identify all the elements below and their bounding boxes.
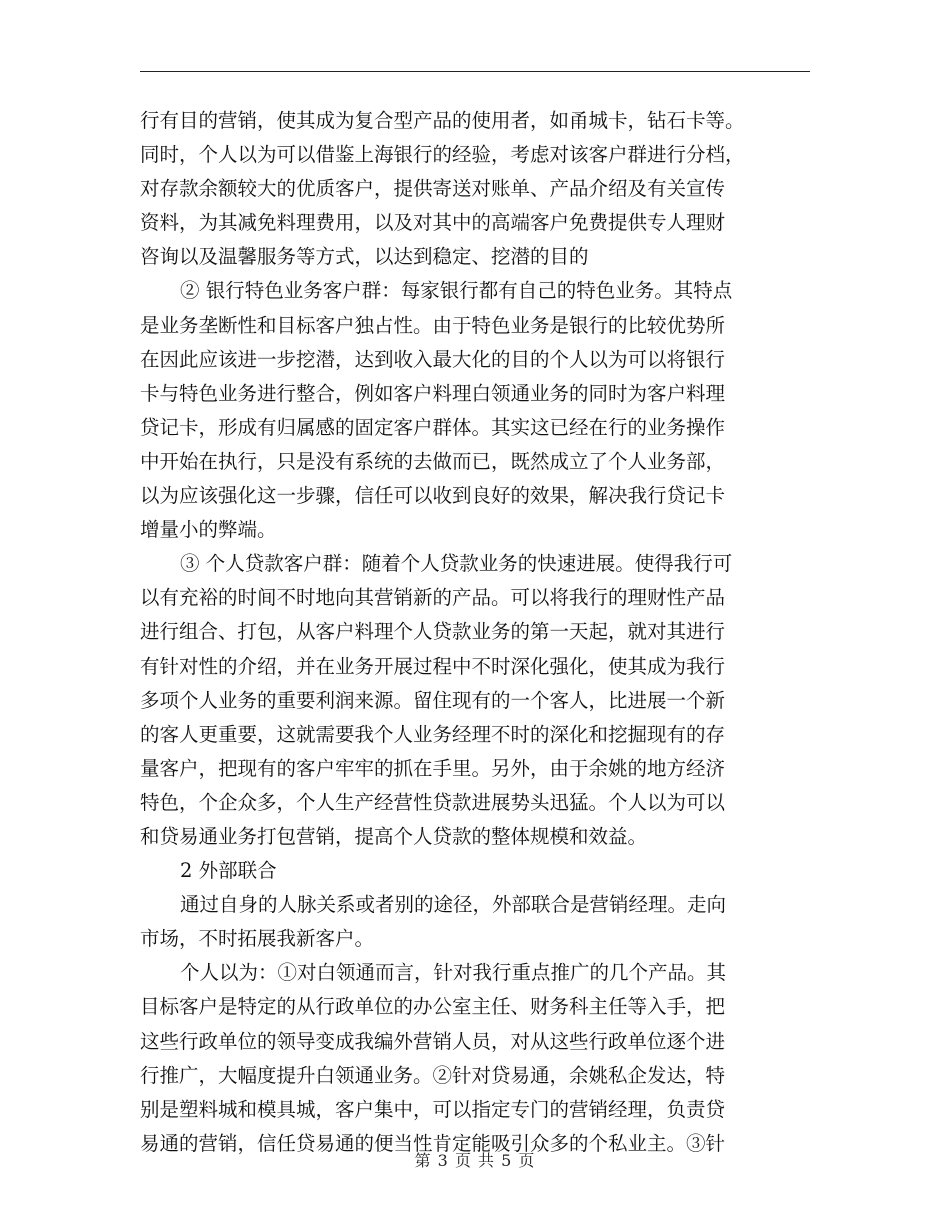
body-line: 这些行政单位的领导变成我编外营销人员，对从这些行政单位逐个进 xyxy=(140,1029,726,1053)
body-line: 同时，个人以为可以借鉴上海银行的经验，考虑对该客户群进行分档， xyxy=(140,143,745,167)
body-line: 以有充裕的时间不时地向其营销新的产品。可以将我行的理财性产品 xyxy=(140,586,726,610)
body-line: 有针对性的介绍，并在业务开展过程中不时深化强化，使其成为我行 xyxy=(140,654,726,678)
body-line: 特色，个企众多，个人生产经营性贷款进展势头迅猛。个人以为可以 xyxy=(140,790,726,814)
body-line: 是业务垄断性和目标客户独占性。由于特色业务是银行的比较优势所 xyxy=(140,313,726,337)
body-line: 的客人更重要，这就需要我个人业务经理不时的深化和挖掘现有的存 xyxy=(140,722,726,746)
document-body xyxy=(140,104,810,1161)
body-line: 中开始在执行，只是没有系统的去做而已，既然成立了个人业务部， xyxy=(140,449,726,473)
header-rule xyxy=(140,71,810,72)
body-line: 量客户，把现有的客户牢牢的抓在手里。另外，由于余姚的地方经济 xyxy=(140,756,726,780)
body-line: 贷记卡，形成有归属感的固定客户群体。其实这已经在行的业务操作 xyxy=(140,415,726,439)
body-line: 别是塑料城和模具城，客户集中，可以指定专门的营销经理，负责贷 xyxy=(140,1097,726,1121)
body-line: 行有目的营销，使其成为复合型产品的使用者，如甬城卡，钻石卡等。 xyxy=(140,109,745,132)
body-line: 卡与特色业务进行整合，例如客户料理白领通业务的同时为客户料理 xyxy=(140,381,726,405)
body-line: 行推广，大幅度提升白领通业务。②针对贷易通，余姚私企发达，特 xyxy=(140,1063,726,1087)
body-line: 以为应该强化这一步骤，信任可以收到良好的效果，解决我行贷记卡 xyxy=(140,484,726,508)
body-line: 易通的营销，信任贷易通的便当性肯定能吸引众多的个私业主。③针 xyxy=(140,1131,726,1155)
body-line: 对存款余额较大的优质客户，提供寄送对账单、产品介绍及有关宣传 xyxy=(140,177,726,201)
body-line: 在因此应该进一步挖潜，达到收入最大化的目的个人以为可以将银行 xyxy=(140,347,726,371)
body-line: 进行组合、打包，从客户料理个人贷款业务的第一天起，就对其进行 xyxy=(140,620,726,644)
body-line: 和贷易通业务打包营销，提高个人贷款的整体规模和效益。 xyxy=(140,824,648,848)
body-line: 增量小的弊端。 xyxy=(140,518,277,542)
body-line: 目标客户是特定的从行政单位的办公室主任、财务科主任等入手，把 xyxy=(140,995,726,1019)
body-line: 通过自身的人脉关系或者别的途径，外部联合是营销经理。走向 xyxy=(180,893,727,917)
body-line: 市场，不时拓展我新客户。 xyxy=(140,927,375,951)
body-line: 资料，为其减免料理费用，以及对其中的高端客户免费提供专人理财 xyxy=(140,211,726,235)
body-line: 个人以为：①对白领通而言，针对我行重点推广的几个产品。其 xyxy=(180,961,727,985)
section-heading: 2 外部联合 xyxy=(180,859,277,883)
body-line: 咨询以及温馨服务等方式，以达到稳定、挖潜的目的 xyxy=(140,245,589,269)
body-line: ③ 个人贷款客户群：随着个人贷款业务的快速进展。使得我行可 xyxy=(180,552,733,576)
body-line: 多项个人业务的重要利润来源。留住现有的一个客人，比进展一个新 xyxy=(140,688,726,712)
page-footer: 第 3 页 共 5 页 xyxy=(414,1151,536,1170)
body-line: ② 银行特色业务客户群：每家银行都有自己的特色业务。其特点 xyxy=(180,279,733,303)
